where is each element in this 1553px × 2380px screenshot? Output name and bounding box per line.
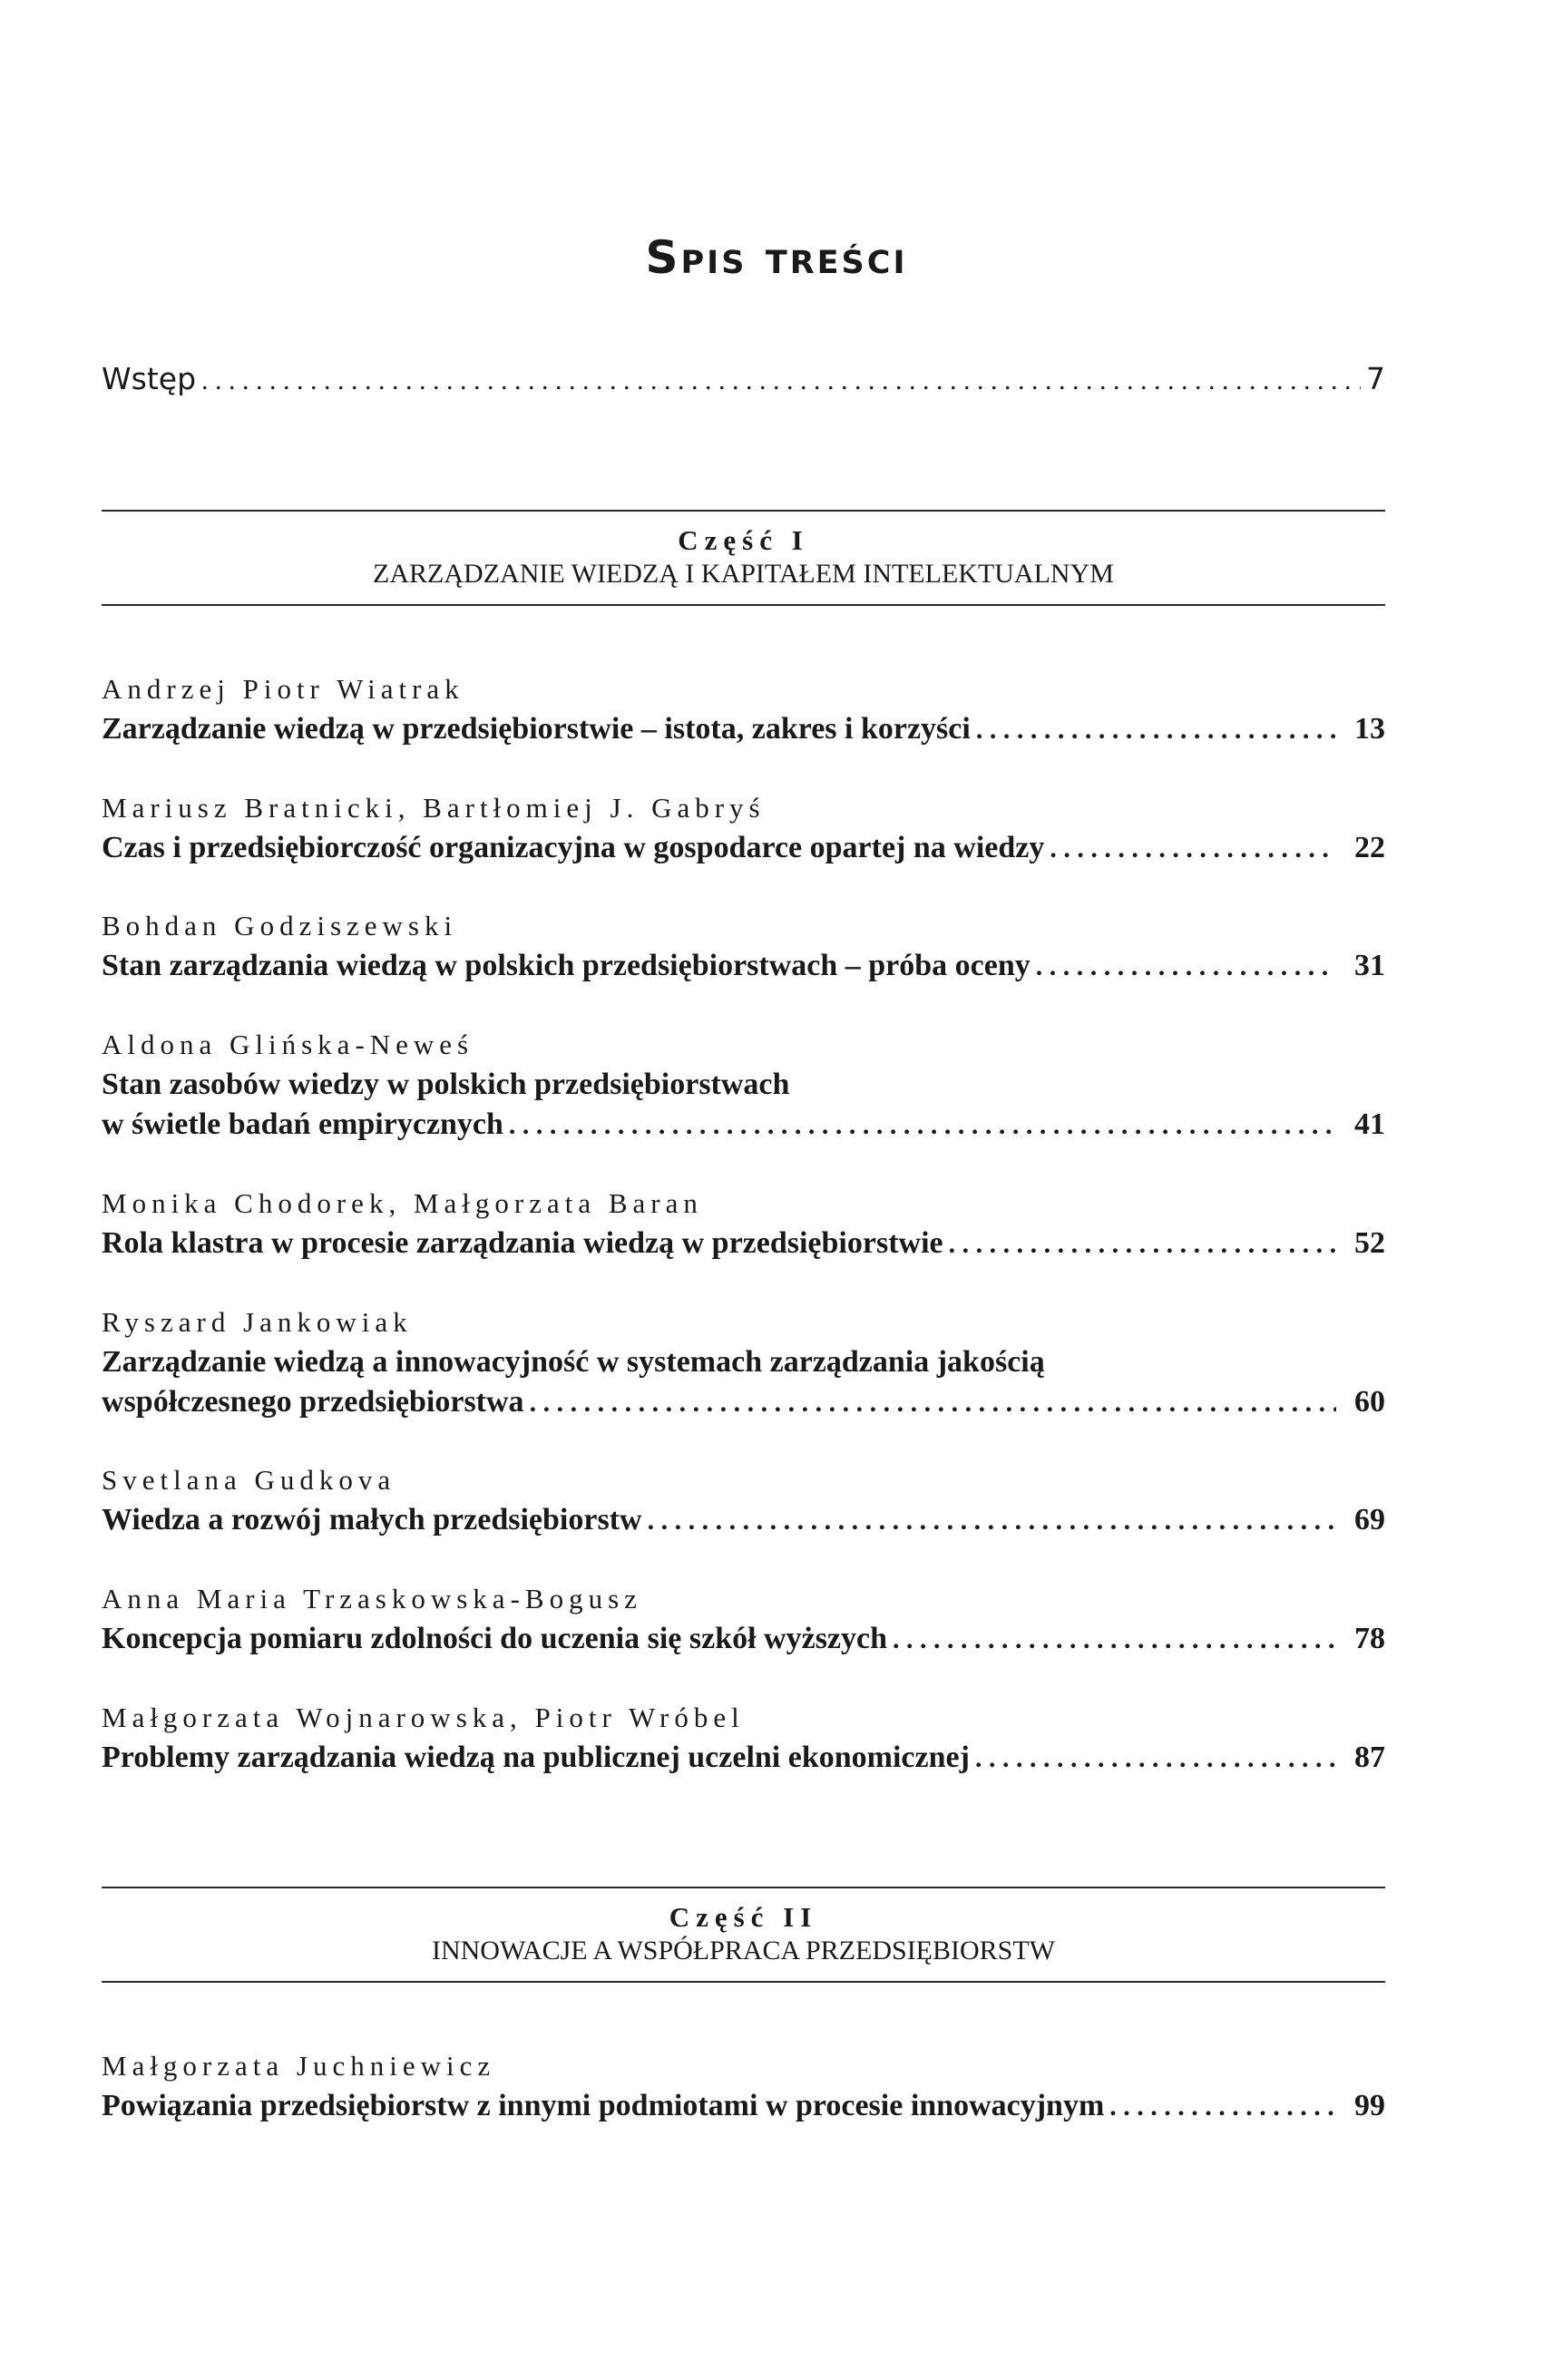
entry-author: Svetlana Gudkova (102, 1464, 396, 1496)
entry-page: 31 (1354, 949, 1385, 982)
divider (102, 604, 1385, 606)
dot-leader (893, 1620, 1336, 1660)
entry-author: Mariusz Bratnicki, Bartłomiej J. Gabryś (102, 792, 766, 824)
entry-title: Wiedza a rozwój małych przedsiębiorstw (102, 1503, 642, 1536)
entry-author: Monika Chodorek, Małgorzata Baran (102, 1187, 703, 1219)
entry-author: Bohdan Godziszewski (102, 910, 458, 941)
entry-page: 41 (1354, 1107, 1385, 1141)
dot-leader (509, 1106, 1336, 1146)
dot-leader (975, 1739, 1336, 1779)
toc-entry[interactable] (102, 1302, 1385, 1423)
toc-entry[interactable] (102, 1025, 1385, 1146)
intro-label: Wstęp (102, 361, 197, 396)
toc-entry[interactable] (102, 1460, 1385, 1541)
part-1-header (102, 510, 1385, 606)
toc-entry[interactable] (102, 906, 1385, 987)
entry-author: Małgorzata Wojnarowska, Piotr Wróbel (102, 1702, 745, 1733)
part-2-header (102, 1887, 1385, 1983)
entry-page: 99 (1354, 2089, 1385, 2122)
divider (102, 1887, 1385, 1888)
entry-page: 87 (1354, 1741, 1385, 1774)
entry-title: współczesnego przedsiębiorstwa (102, 1385, 524, 1419)
part-heading: INNOWACJE A WSPÓŁPRACA PRZEDSIĘBIORSTW (431, 1936, 1056, 1965)
dot-leader (1109, 2087, 1336, 2127)
part-label: Część I (678, 524, 809, 556)
page-title: Spis treści (645, 231, 908, 284)
entry-page: 69 (1354, 1503, 1385, 1536)
entry-page: 13 (1354, 712, 1385, 746)
entry-author: Anna Maria Trzaskowska-Bogusz (102, 1583, 642, 1614)
dot-leader (1036, 947, 1336, 987)
entry-author: Andrzej Piotr Wiatrak (102, 673, 464, 705)
toc-entry[interactable] (102, 788, 1385, 869)
toc-entry[interactable] (102, 1579, 1385, 1660)
toc-entry[interactable] (102, 2046, 1385, 2127)
toc-entry[interactable] (102, 1698, 1385, 1779)
entry-title: Zarządzanie wiedzą w przedsiębiorstwie – istota, zakres i korzyści (102, 712, 971, 746)
entry-author: Ryszard Jankowiak (102, 1306, 413, 1338)
entry-title-line1: Zarządzanie wiedzą a innowacyjność w systemach zarządzania jakością (102, 1345, 1045, 1379)
toc-entry[interactable] (102, 669, 1385, 750)
divider (102, 510, 1385, 512)
part-heading: ZARZĄDZANIE WIEDZĄ I KAPITAŁEM INTELEKTUALNYM (373, 559, 1114, 589)
entry-title-line1: Stan zasobów wiedzy w polskich przedsiębiorstwach (102, 1068, 790, 1101)
dot-leader (949, 1224, 1336, 1264)
entry-title: Rola klastra w procesie zarządzania wiedzą w przedsiębiorstwie (102, 1226, 943, 1260)
entry-title: Stan zarządzania wiedzą w polskich przedsiębiorstwach – próba oceny (102, 949, 1030, 982)
toc-entry[interactable] (102, 1184, 1385, 1264)
entry-title: Powiązania przedsiębiorstw z innymi podmiotami w procesie innowacyjnym (102, 2089, 1105, 2122)
dot-leader (530, 1383, 1336, 1423)
entry-title: Czas i przedsiębiorczość organizacyjna w gospodarce opartej na wiedzy (102, 831, 1045, 864)
intro-page: 7 (1366, 361, 1385, 396)
entry-page: 52 (1354, 1226, 1385, 1260)
divider (102, 1981, 1385, 1983)
part-label: Część II (669, 1901, 818, 1933)
entry-page: 22 (1354, 831, 1385, 864)
entry-author: Aldona Glińska-Neweś (102, 1029, 474, 1060)
entry-title: w świetle badań empirycznych (102, 1107, 503, 1141)
dot-leader (1050, 829, 1336, 869)
entry-title: Problemy zarządzania wiedzą na publicznej uczelni ekonomicznej (102, 1741, 970, 1774)
entry-page: 60 (1354, 1385, 1385, 1419)
entry-author: Małgorzata Juchniewicz (102, 2050, 496, 2082)
dot-leader (201, 366, 1361, 396)
toc-intro-entry[interactable] (102, 361, 1385, 396)
entry-page: 78 (1354, 1622, 1385, 1655)
dot-leader (976, 710, 1336, 750)
dot-leader (648, 1501, 1336, 1541)
entry-title: Koncepcja pomiaru zdolności do uczenia się szkół wyższych (102, 1622, 888, 1655)
